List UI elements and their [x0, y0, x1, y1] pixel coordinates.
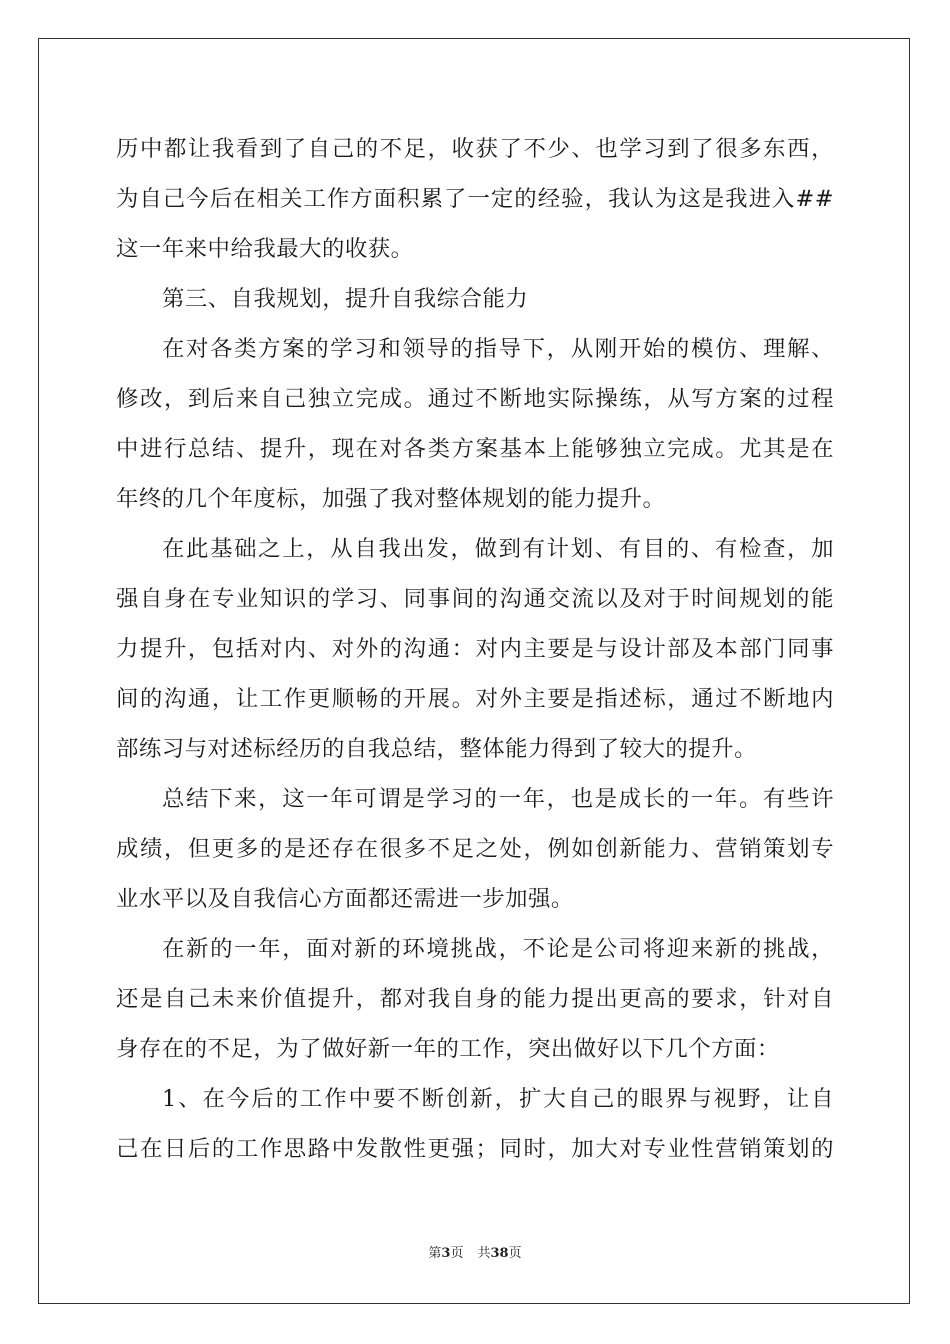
page-footer [0, 1246, 950, 1262]
page-suffix: 页 [450, 1246, 464, 1261]
text-line: 己在日后的工作思路中发散性更强；同时，加大对专业性营销策划的 [116, 1136, 834, 1162]
text-line: 修改，到后来自己独立完成。通过不断地实际操练，从写方案的过程 [116, 386, 834, 412]
text-line: 为自己今后在相关工作方面积累了一定的经验，我认为这是我进入## [116, 186, 834, 212]
text-line: 力提升，包括对内、对外的沟通：对内主要是与设计部及本部门同事 [116, 636, 834, 662]
total-suffix: 页 [508, 1246, 522, 1261]
text-line: 还是自己未来价值提升，都对我自身的能力提出更高的要求，针对自 [116, 986, 834, 1012]
text-line: 总结下来，这一年可谓是学习的一年，也是成长的一年。有些许 [162, 786, 834, 812]
text-line: 身存在的不足，为了做好新一年的工作，突出做好以下几个方面： [116, 1036, 780, 1062]
text-line: 部练习与对述标经历的自我总结，整体能力得到了较大的提升。 [116, 736, 757, 762]
page-number: 3 [441, 1246, 451, 1261]
text-line: 第三、自我规划，提升自我综合能力 [162, 286, 529, 312]
text-line: 在对各类方案的学习和领导的指导下，从刚开始的模仿、理解、 [162, 336, 834, 362]
text-line: 1、在今后的工作中要不断创新，扩大自己的眼界与视野，让自 [162, 1086, 834, 1112]
page-prefix: 第 [428, 1246, 442, 1261]
total-pages: 38 [490, 1246, 509, 1261]
text-line: 成绩，但更多的是还存在很多不足之处，例如创新能力、营销策划专 [116, 836, 834, 862]
document-body [116, 124, 834, 1174]
text-line: 这一年来中给我最大的收获。 [116, 236, 414, 262]
text-line: 强自身在专业知识的学习、同事间的沟通交流以及对于时间规划的能 [116, 586, 834, 612]
text-line: 业水平以及自我信心方面都还需进一步加强。 [116, 886, 574, 912]
text-line: 间的沟通，让工作更顺畅的开展。对外主要是指述标，通过不断地内 [116, 686, 834, 712]
text-line: 中进行总结、提升，现在对各类方案基本上能够独立完成。尤其是在 [116, 436, 834, 462]
text-line: 在新的一年，面对新的环境挑战，不论是公司将迎来新的挑战， [162, 936, 834, 962]
total-prefix: 共 [477, 1246, 491, 1261]
text-line: 年终的几个年度标，加强了我对整体规划的能力提升。 [116, 486, 666, 512]
text-line: 历中都让我看到了自己的不足，收获了不少、也学习到了很多东西， [116, 136, 834, 162]
text-line: 在此基础之上，从自我出发，做到有计划、有目的、有检查，加 [162, 536, 834, 562]
